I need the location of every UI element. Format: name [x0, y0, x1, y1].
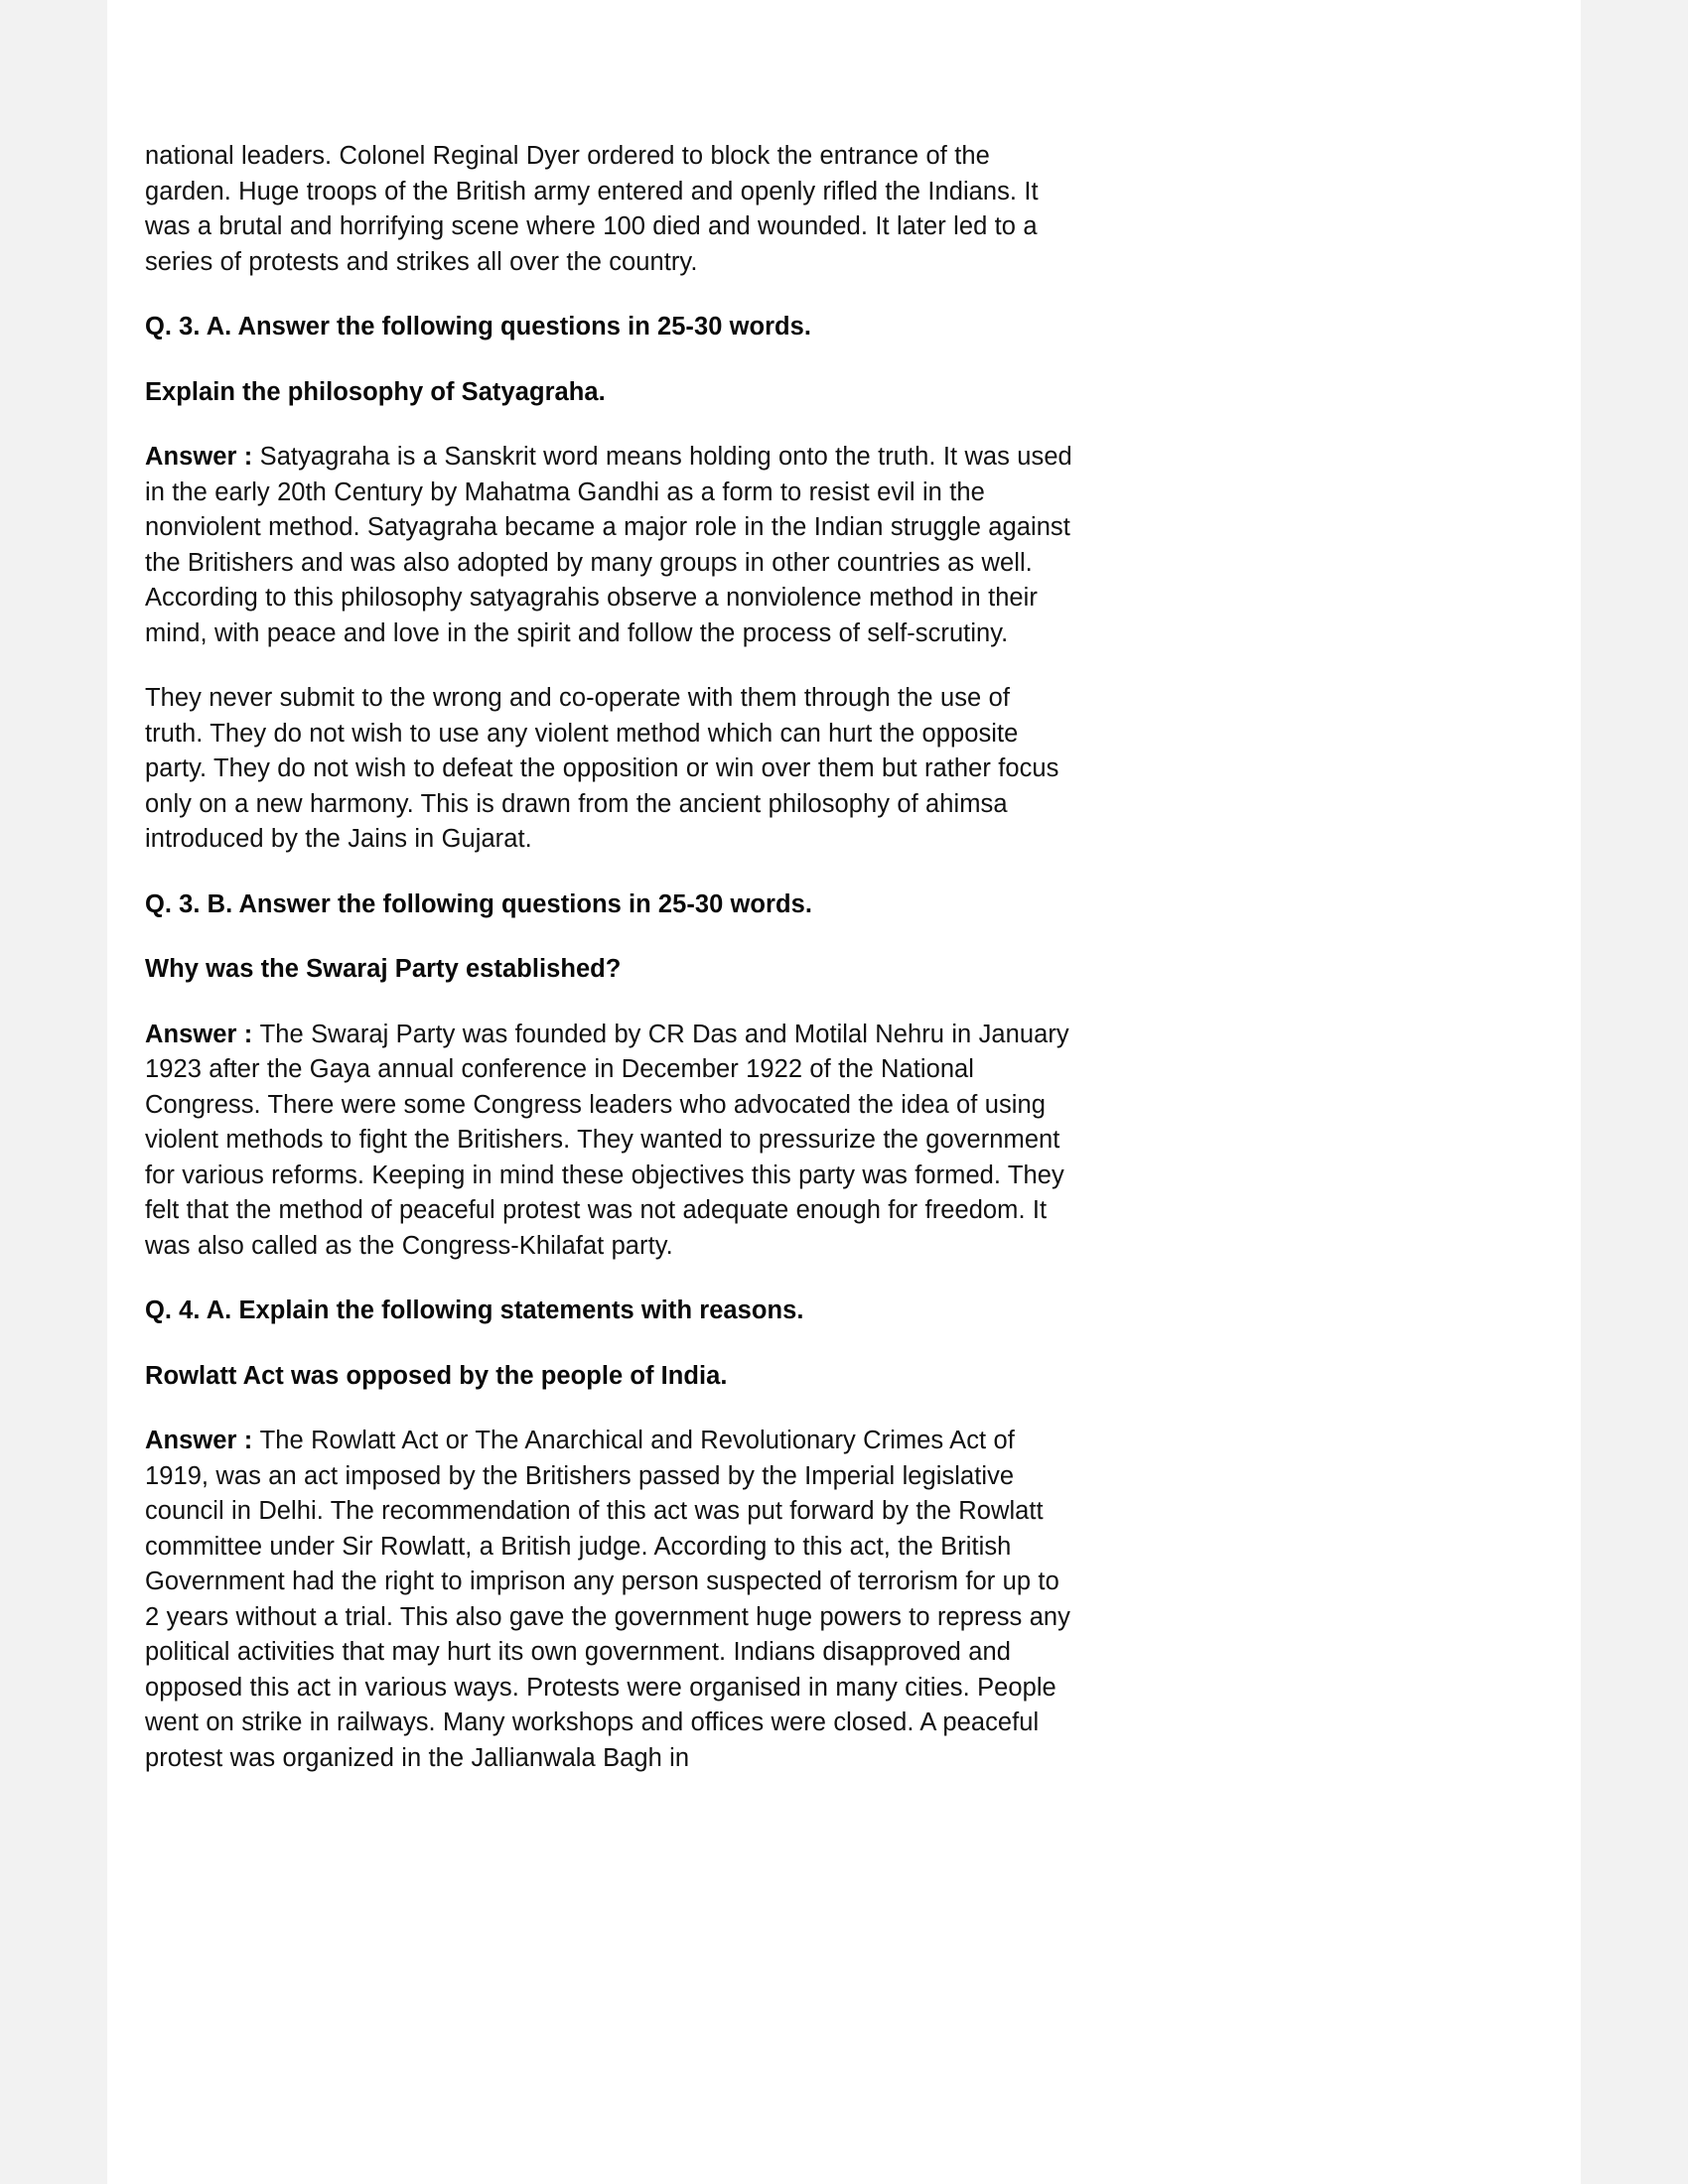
- answer-body-q3a: Satyagraha is a Sanskrit word means holding onto the truth. It was used in the early 20th Century by Mahatma Gandhi as a form to resist evil in the nonviolent method. Satyagraha became a major role in the Indian struggle against the Britishers and was also adopted by many groups in other countries as well. According to this philosophy satyagrahis observe a nonviolence method in their mind, with peace and love in the spirit and follow the process of self-scrutiny.: [145, 443, 1072, 647]
- question-q3b-swaraj-party: Why was the Swaraj Party established?: [145, 955, 622, 983]
- answer-label-q3a: Answer: [145, 443, 237, 471]
- answer-q3a-paragraph-2: They never submit to the wrong and co-operate with them through the use of truth. They do not wish to use any violent method which can hurt the opposite party. They do not wish to defeat the opposition or win over them but rather focus only on a new harmony. This is drawn from the ancient philosophy of ahimsa introduced by the Jains in Gujarat.: [145, 684, 1059, 853]
- answer-label-q3b: Answer: [145, 1020, 237, 1048]
- answer-q4a: [145, 1424, 1073, 1776]
- answer-label-q4a: Answer: [145, 1427, 237, 1454]
- answer-body-q4a: The Rowlatt Act or The Anarchical and Revolutionary Crimes Act of 1919, was an act imposed by the Britishers passed by the Imperial legislative council in Delhi. The recommendation of this act was put forward by the Rowlatt committee under Sir Rowlatt, a British judge. According to this act, the British Government had the right to imprison any person suspected of terrorism for up to 2 years without a trial. This also gave the government huge powers to repress any political activities that may hurt its own government. Indians disapproved and opposed this act in various ways. Protests were organised in many cities. People went on strike in railways. Many workshops and offices were closed. A peaceful protest was organized in the Jallianwala Bagh in: [145, 1427, 1070, 1772]
- question-q3a-satyagraha: Explain the philosophy of Satyagraha.: [145, 377, 606, 406]
- heading-q3a: Q. 3. A. Answer the following questions in 25-30 words.: [145, 313, 812, 341]
- heading-q4a: Q. 4. A. Explain the following statements with reasons.: [145, 1297, 804, 1324]
- answer-separator-q3b: :: [236, 1020, 260, 1048]
- answer-q3a: [145, 440, 1073, 651]
- answer-separator-q3a: :: [236, 443, 260, 471]
- intro-paragraph: national leaders. Colonel Reginal Dyer ordered to block the entrance of the garden. Huge troops of the British army entered and openly rifled the Indians. It was a brutal and horrifying scene where 100 died and wounded. It later led to a series of protests and strikes all over the country.: [145, 142, 1039, 276]
- answer-q3b: [145, 1018, 1073, 1265]
- heading-q3b: Q. 3. B. Answer the following questions in 25-30 words.: [145, 889, 812, 918]
- document-content: [145, 139, 1073, 1806]
- answer-body-q3b: The Swaraj Party was founded by CR Das and Motilal Nehru in January 1923 after the Gaya annual conference in December 1922 of the National Congress. There were some Congress leaders who advocated the idea of using violent methods to fight the Britishers. They wanted to pressurize the government for various reforms. Keeping in mind these objectives this party was formed. They felt that the method of peaceful protest was not adequate enough for freedom. It was also called as the Congress-Khilafat party.: [145, 1020, 1069, 1260]
- document-page: [107, 0, 1581, 2184]
- question-q4a-rowlatt-act: Rowlatt Act was opposed by the people of India.: [145, 1361, 728, 1390]
- answer-separator-q4a: :: [236, 1427, 260, 1454]
